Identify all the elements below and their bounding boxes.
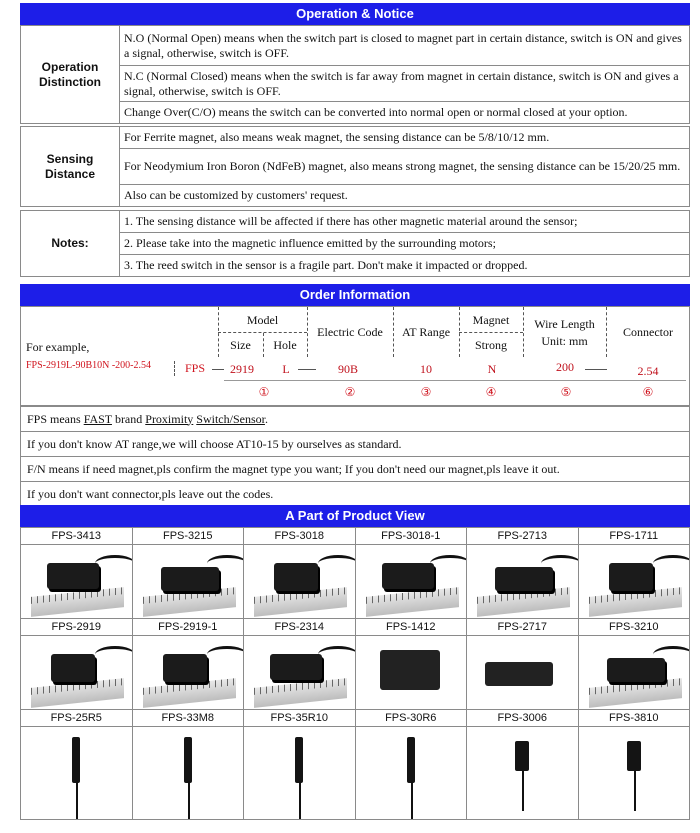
product-name: FPS-3210: [578, 619, 690, 636]
product-name: FPS-3413: [21, 528, 133, 545]
notes-label: Notes:: [21, 211, 120, 277]
product-name: FPS-3018: [244, 528, 356, 545]
marker-1: ①: [258, 385, 270, 399]
col-hole: Hole: [273, 338, 297, 352]
value-connector: 2.54: [637, 364, 659, 378]
order-note-magnet: F/N means if need magnet,pls confirm the magnet type you want; If you don't need our magnet,pls leave it out.: [21, 457, 690, 482]
product-name: FPS-1412: [355, 619, 467, 636]
product-image: [244, 545, 356, 619]
col-at-range: AT Range: [401, 325, 451, 339]
order-notes-table: [20, 406, 690, 507]
value-hole: L: [282, 362, 290, 376]
product-image: [355, 545, 467, 619]
product-name: FPS-30R6: [355, 710, 467, 727]
value-wire-length: 200: [556, 360, 574, 374]
product-image: [132, 727, 244, 820]
operation-notice-header: Operation & Notice: [20, 3, 690, 25]
product-grid: [20, 527, 690, 820]
product-image: [132, 636, 244, 710]
col-magnet: Magnet: [472, 313, 510, 327]
col-wire-length: Wire Length: [534, 317, 595, 331]
note-1: 1. The sensing distance will be affected if there has other magnetic material around the sensor;: [120, 211, 690, 233]
operation-row-co: Change Over(C/O) means the switch can be converted into normal open or normal closed at your option.: [120, 102, 690, 124]
marker-2: ②: [344, 385, 356, 399]
col-size: Size: [230, 338, 251, 352]
order-note-fps: FPS means FAST brand Proximity Switch/Sensor.: [21, 407, 690, 432]
product-name: FPS-2919: [21, 619, 133, 636]
note-2: 2. Please take into the magnetic influence emitted by the surrounding motors;: [120, 233, 690, 255]
value-size: 2919: [230, 362, 254, 376]
product-image: [21, 636, 133, 710]
product-image: [21, 727, 133, 820]
product-name: FPS-2717: [467, 619, 579, 636]
marker-3: ③: [420, 385, 432, 399]
product-name: FPS-1711: [578, 528, 690, 545]
sensing-distance-table: [20, 126, 690, 207]
product-name: FPS-2314: [244, 619, 356, 636]
product-image: [244, 636, 356, 710]
note-3: 3. The reed switch in the sensor is a fragile part. Don't make it impacted or dropped.: [120, 255, 690, 277]
marker-6: ⑥: [642, 385, 654, 399]
product-image: [355, 727, 467, 820]
product-image: [467, 727, 579, 820]
product-image: [578, 727, 690, 820]
marker-5: ⑤: [560, 385, 572, 399]
order-note-connector: If you don't want connector,pls leave out the codes.: [21, 482, 690, 507]
product-image: [244, 727, 356, 820]
notes-table: [20, 210, 690, 277]
col-connector: Connector: [623, 325, 673, 339]
col-model: Model: [246, 313, 279, 327]
value-electric-code: 90B: [337, 362, 358, 376]
operation-distinction-label: Operation Distinction: [21, 26, 120, 124]
example-code: FPS-2919L-90B10N -200-2.54: [26, 360, 152, 371]
col-wire-unit: Unit: mm: [541, 334, 588, 348]
operation-distinction-table: [20, 25, 690, 124]
product-image: [132, 545, 244, 619]
order-note-at: If you don't know AT range,we will choose AT10-15 by ourselves as standard.: [21, 432, 690, 457]
sensing-distance-label: Sensing Distance: [21, 127, 120, 207]
operation-row-no: N.O (Normal Open) means when the switch part is closed to magnet part in certain distance, switch is ON and gives a signal, otherwise, switch is OFF.: [120, 26, 690, 66]
product-image: [578, 545, 690, 619]
col-magnet-strong: Strong: [474, 338, 507, 352]
product-image: [467, 636, 579, 710]
product-name: FPS-3810: [578, 710, 690, 727]
order-information-header: Order Information: [20, 284, 690, 306]
sensing-row-ferrite: For Ferrite magnet, also means weak magnet, the sensing distance can be 5/8/10/12 mm.: [120, 127, 690, 149]
product-image: [578, 636, 690, 710]
operation-row-nc: N.C (Normal Closed) means when the switch is far away from magnet in certain distance, switch is ON and gives a signal, otherwise, switch is OFF.: [120, 66, 690, 102]
example-label: For example,: [26, 340, 90, 354]
value-magnet: N: [487, 362, 497, 376]
prefix-fps: FPS: [174, 361, 215, 376]
marker-4: ④: [485, 385, 497, 399]
product-name: FPS-2919-1: [132, 619, 244, 636]
product-name: FPS-2713: [467, 528, 579, 545]
product-view-header: A Part of Product View: [20, 505, 690, 527]
sensing-row-ndfeb: For Neodymium Iron Boron (NdFeB) magnet, also means strong magnet, the sensing distance can be 15/20/25 mm.: [120, 149, 690, 185]
product-image: [21, 545, 133, 619]
product-name: FPS-25R5: [21, 710, 133, 727]
product-image: [467, 545, 579, 619]
product-name: FPS-3018-1: [355, 528, 467, 545]
product-image: [355, 636, 467, 710]
product-name: FPS-35R10: [244, 710, 356, 727]
value-at-range: 10: [420, 362, 432, 376]
product-name: FPS-33M8: [132, 710, 244, 727]
product-name: FPS-3006: [467, 710, 579, 727]
product-name: FPS-3215: [132, 528, 244, 545]
sensing-row-custom: Also can be customized by customers' request.: [120, 185, 690, 207]
col-electric-code: Electric Code: [317, 325, 383, 339]
